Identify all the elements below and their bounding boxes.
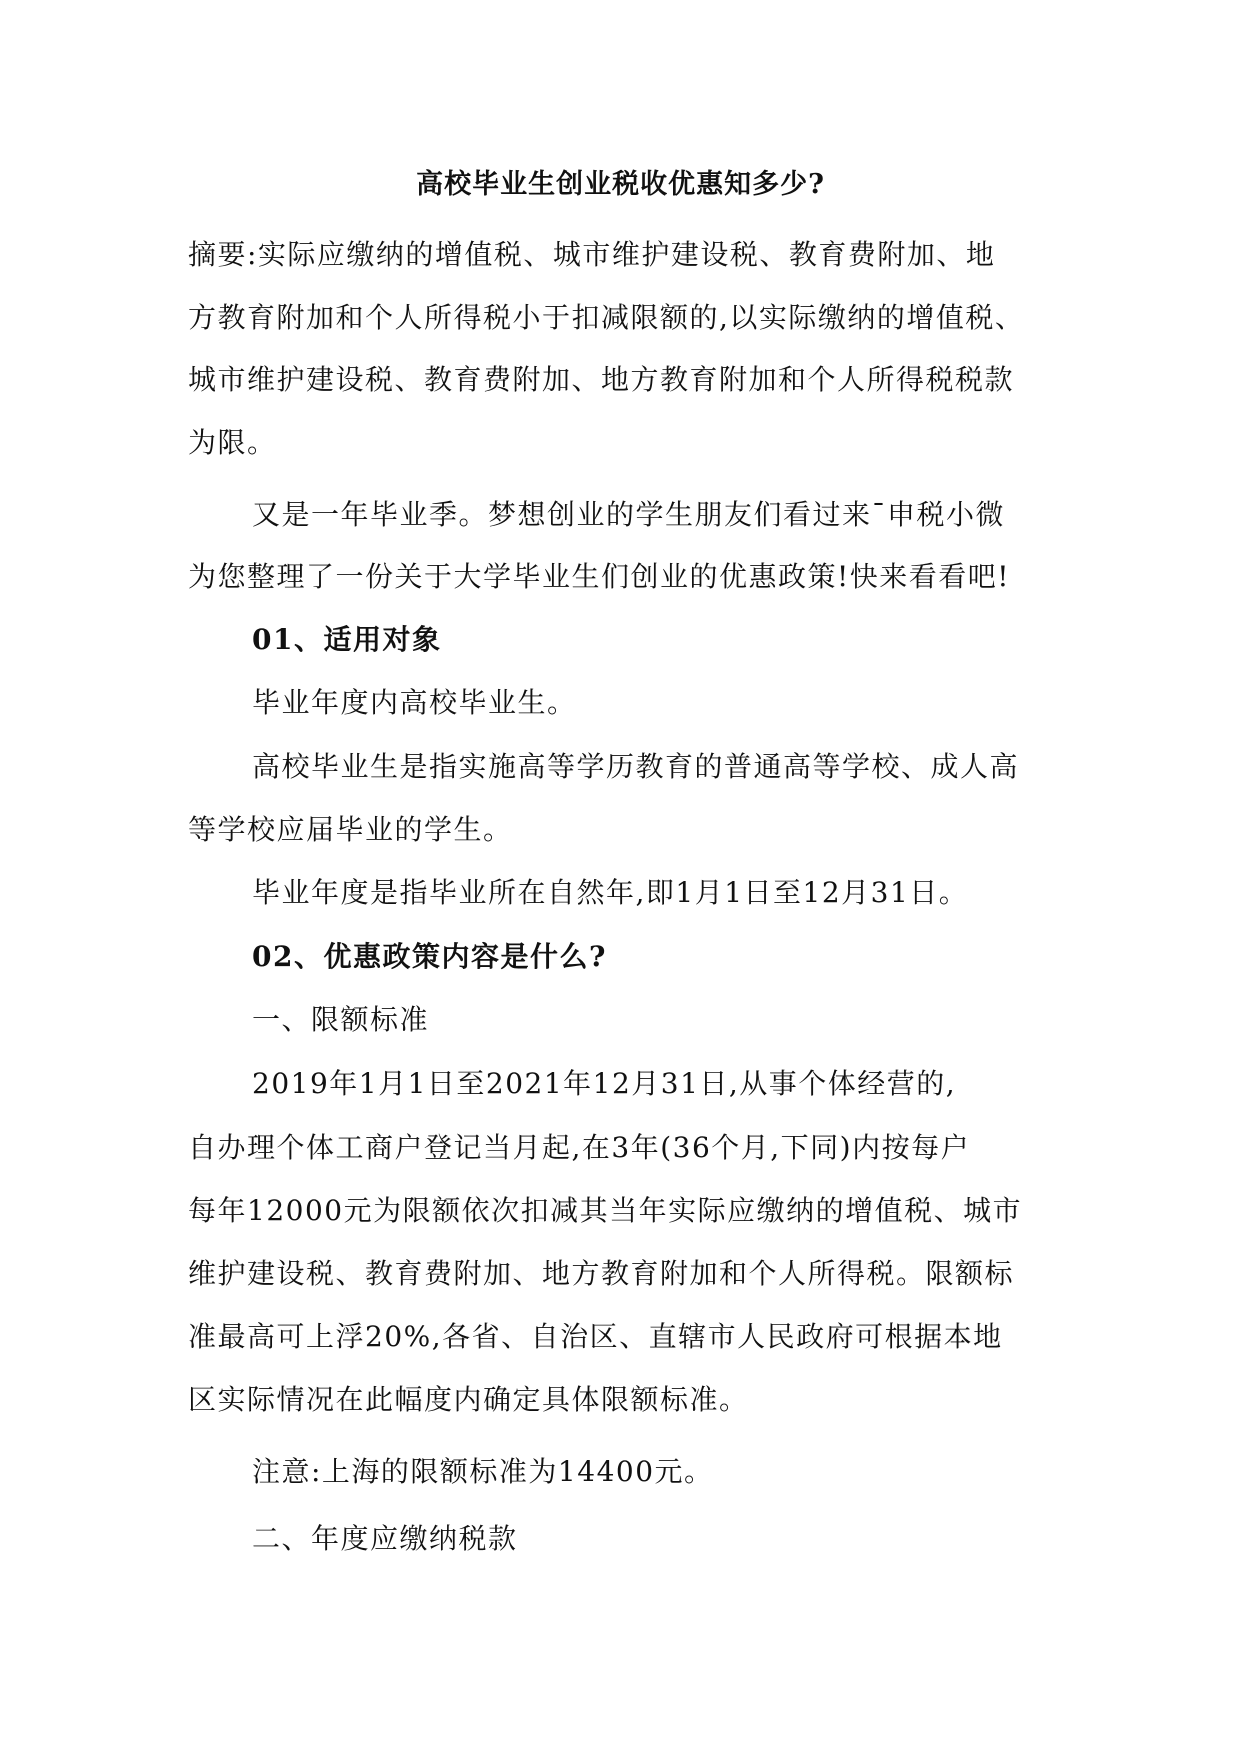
intro-line-2: 为您整理了一份关于大学毕业生们创业的优惠政策!快来看看吧! [188,560,1011,593]
note-line: 注意:上海的限额标准为14400元。 [252,1455,714,1488]
paragraph-line: 每年12000元为限额依次扣减其当年实际应缴纳的增值税、城市 [188,1194,1023,1227]
abstract-line-2: 方教育附加和个人所得税小于扣减限额的,以实际缴纳的增值税、 [188,301,1025,334]
document-title: 高校毕业生创业税收优惠知多少? [416,169,825,200]
abstract-line-1: 摘要:实际应缴纳的增值税、城市维护建设税、教育费附加、地 [188,238,996,271]
paragraph-line: 区实际情况在此幅度内确定具体限额标准。 [188,1383,749,1416]
subheading-limit-standard: 一、限额标准 [252,1003,430,1036]
subheading-annual-tax: 二、年度应缴纳税款 [252,1522,518,1555]
paragraph-line: 等学校应届毕业的学生。 [188,813,513,846]
paragraph-line: 2019年1月1日至2021年12月31日,从事个体经营的, [252,1067,957,1100]
paragraph-line: 高校毕业生是指实施高等学历教育的普通高等学校、成人高 [252,750,1020,783]
paragraph-line: 准最高可上浮20%,各省、自治区、直辖市人民政府可根据本地 [188,1320,1003,1353]
intro-line-1: 又是一年毕业季。梦想创业的学生朋友们看过来¯申税小微 [252,498,1006,531]
abstract-line-4: 为限。 [188,426,277,459]
paragraph-line: 维护建设税、教育费附加、地方教育附加和个人所得税。限额标 [188,1257,1015,1290]
paragraph-line: 自办理个体工商户登记当月起,在3年(36个月,下同)内按每户 [188,1131,971,1164]
abstract-line-3: 城市维护建设税、教育费附加、地方教育附加和个人所得税税款 [188,363,1015,396]
paragraph-line: 毕业年度内高校毕业生。 [252,686,577,719]
paragraph-line: 毕业年度是指毕业所在自然年,即1月1日至12月31日。 [252,876,969,909]
section-heading-01: 01、适用对象 [252,623,442,656]
section-heading-02: 02、优惠政策内容是什么? [252,940,607,973]
